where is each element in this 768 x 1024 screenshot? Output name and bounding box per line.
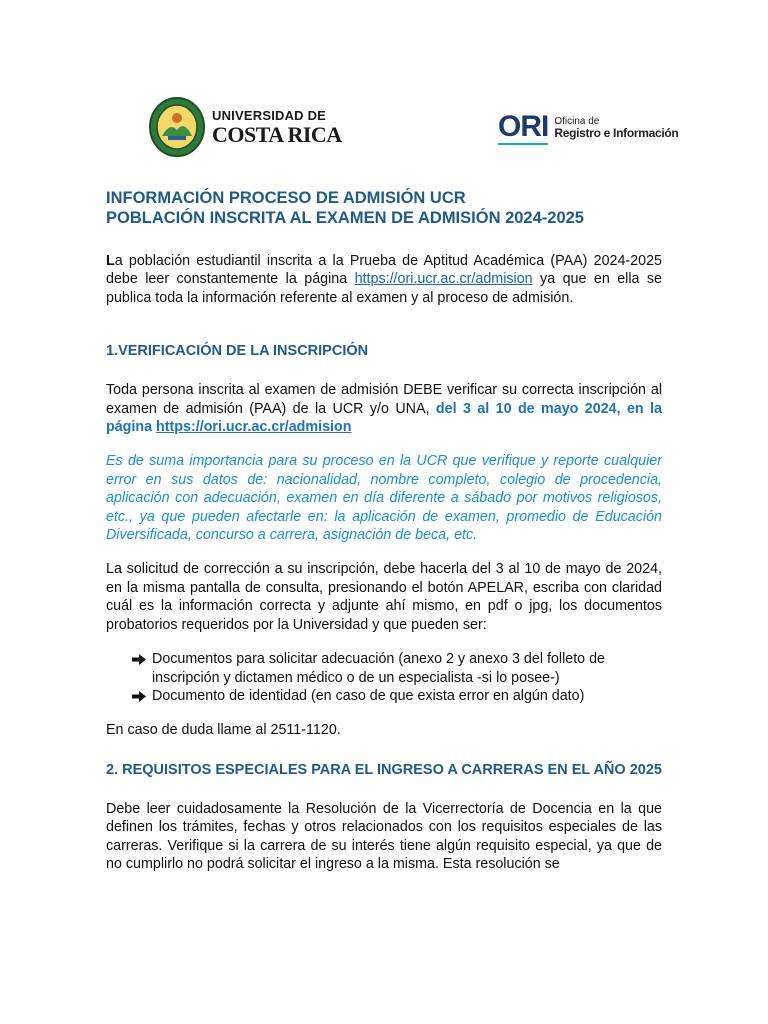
section1-text: Toda persona inscrita al examen de admisión DEBE verificar su correcta inscripción al examen de admisión (PAA) de la UCR y/o UNA, bbox=[106, 382, 662, 417]
section1-paragraph-1 bbox=[106, 381, 662, 436]
ucr-seal-icon bbox=[148, 96, 206, 158]
ori-logo bbox=[498, 112, 678, 145]
section1-link[interactable]: https://ori.ucr.ac.cr/admision bbox=[156, 419, 352, 436]
list-item bbox=[132, 650, 662, 687]
list-item-text: Documento de identidad (en caso de que exista error en algún dato) bbox=[152, 687, 585, 704]
section1-italic-note: Es de suma importancia para su proceso en la UCR que verifique y reporte cualquier error en sus datos de: nacionalidad, nombre completo, colegio de procedencia, aplicación con adecuación, examen en día diferente a sábado por motivos religiosos, etc., ya que pueden afectarle en: la aplicación de examen, promedio de Educación Diversificada, concurso a carrera, asignación de beca, etc. bbox=[106, 453, 662, 544]
section1-paragraph-3: La solicitud de corrección a su inscripción, debe hacerla del 3 al 10 de mayo de 2024, en la misma pantalla de consulta, presionando el botón APELAR, escriba con claridad cuál es la información correcta y adjunte ahí mismo, en pdf o jpg, los documentos probatorios requeridos por la Universidad y que pueden ser: bbox=[106, 561, 662, 633]
intro-text-1: a población estudiantil inscrita a la Prueba de Aptitud Académica (PAA) 2024-2025 debe leer constantemente la página bbox=[106, 253, 662, 288]
list-item bbox=[132, 687, 662, 705]
document-body bbox=[106, 188, 662, 873]
ucr-name-line1: UNIVERSIDAD DE bbox=[212, 107, 327, 123]
documents-list bbox=[106, 650, 662, 705]
arrow-right-icon bbox=[132, 654, 146, 665]
ori-subtitle-2: Registro e Información bbox=[554, 126, 679, 141]
document-title bbox=[106, 188, 662, 228]
section1-highlight: del 3 al 10 de mayo 2024, en la página bbox=[106, 400, 662, 436]
ori-mark: ORI bbox=[498, 110, 549, 143]
ori-subtitle-1: Oficina de bbox=[554, 115, 600, 127]
admision-link[interactable]: https://ori.ucr.ac.cr/admision bbox=[354, 271, 533, 288]
intro-paragraph bbox=[106, 252, 662, 307]
title-line-2: POBLACIÓN INSCRITA AL EXAMEN DE ADMISIÓN 2024-2025 bbox=[106, 209, 584, 227]
intro-text-2: ya que en ella se publica toda la información referente al examen y al proceso de admisión. bbox=[106, 271, 662, 306]
section1-contact: En caso de duda llame al 2511-1120. bbox=[106, 722, 341, 739]
list-item-text: Documentos para solicitar adecuación (anexo 2 y anexo 3 del folleto de inscripción y dictamen médico o de un especialista -si lo posee-) bbox=[152, 651, 606, 686]
section1-heading: 1.VERIFICACIÓN DE LA INSCRIPCIÓN bbox=[106, 343, 369, 360]
intro-dropcap: L bbox=[106, 253, 115, 269]
ucr-logo bbox=[148, 95, 342, 159]
title-line-1: INFORMACIÓN PROCESO DE ADMISIÓN UCR bbox=[106, 189, 466, 207]
ucr-name-line2: COSTA RICA bbox=[212, 121, 342, 147]
arrow-right-icon bbox=[132, 691, 146, 702]
section2-heading: 2. REQUISITOS ESPECIALES PARA EL INGRESO A CARRERAS EN EL AÑO 2025 bbox=[106, 761, 662, 778]
section2-paragraph-1: Debe leer cuidadosamente la Resolución de la Vicerrectoría de Docencia en la que definen los trámites, fechas y otros relacionados con los requisitos especiales de las carreras. Verifique si la carrera de su interés tiene algún requisito especial, ya que de no cumplirlo no podrá solicitar el ingreso a la misma. Esta resolución se bbox=[106, 800, 662, 872]
